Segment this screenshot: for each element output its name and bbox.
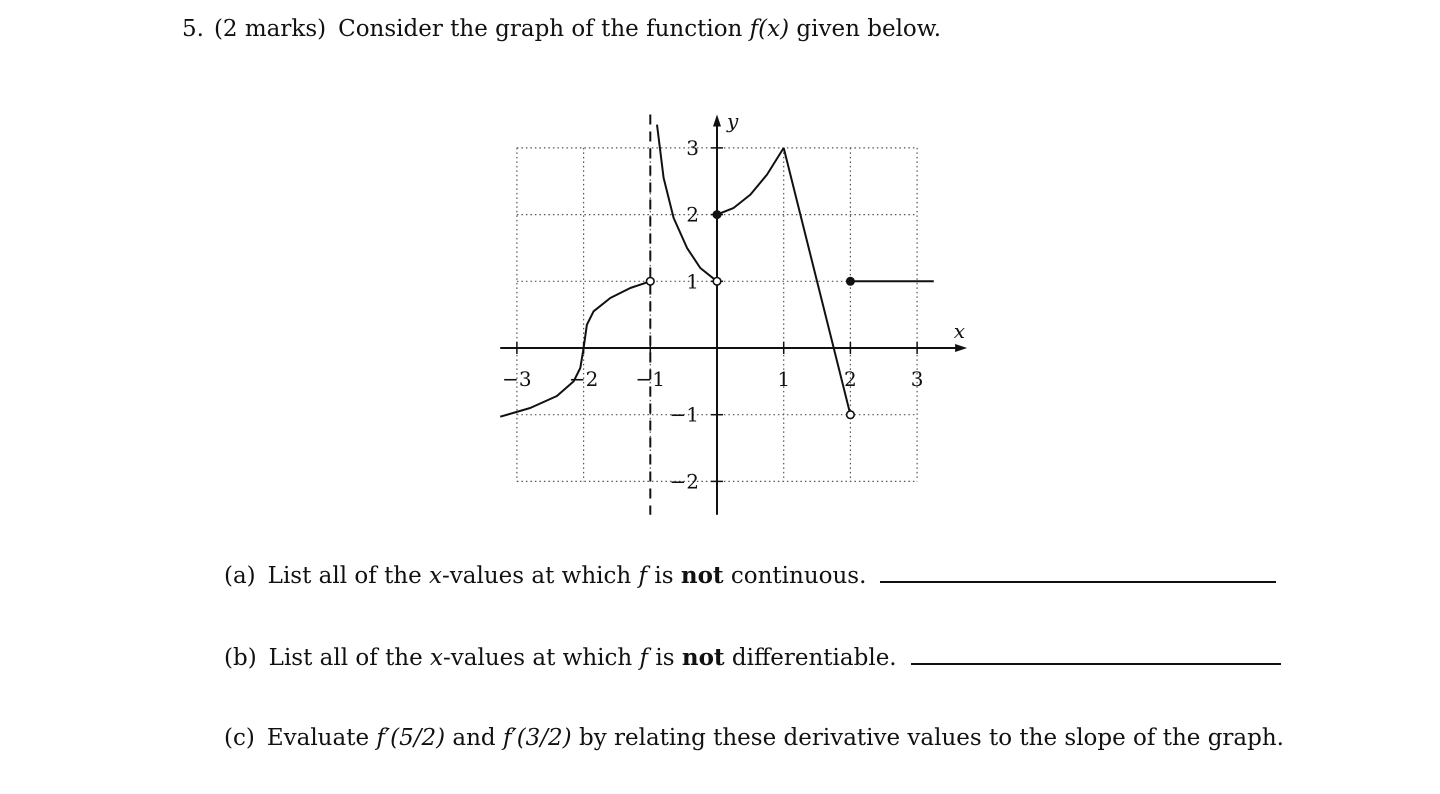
x-tick-label: −1 bbox=[635, 367, 666, 391]
function-graph bbox=[490, 108, 980, 528]
part-a-fn: f bbox=[638, 563, 648, 589]
closed-dot bbox=[846, 277, 855, 286]
part-b-fn: f bbox=[639, 645, 649, 671]
question-header bbox=[182, 16, 941, 42]
part-a-text bbox=[268, 562, 867, 589]
endpoint-dots bbox=[647, 210, 855, 418]
part-c bbox=[224, 725, 1284, 751]
function-name: f(x) bbox=[749, 16, 790, 42]
part-b-pre: List all of the bbox=[268, 645, 423, 671]
part-c-post: by relating these derivative values to the slope of the graph. bbox=[578, 725, 1284, 751]
part-c-label: (c) bbox=[224, 725, 255, 751]
question-text-before: Consider the graph of the function bbox=[338, 16, 743, 42]
part-a-var: x bbox=[429, 563, 443, 589]
part-b-label: (b) bbox=[224, 645, 257, 671]
question-marks: (2 marks) bbox=[213, 16, 327, 42]
x-axis-arrow bbox=[955, 344, 967, 352]
function-curve-piece bbox=[717, 148, 784, 215]
y-tick-label: −1 bbox=[669, 402, 699, 427]
open-dot bbox=[847, 411, 855, 419]
x-axis-label: x bbox=[953, 319, 966, 343]
part-b-is: is bbox=[655, 645, 675, 671]
y-tick-label: 3 bbox=[686, 135, 699, 160]
y-tick-label: 1 bbox=[686, 269, 699, 294]
part-b-var: x bbox=[430, 645, 444, 671]
part-c-pre: Evaluate bbox=[266, 725, 370, 751]
part-b-text bbox=[269, 644, 897, 671]
closed-dot bbox=[713, 210, 722, 219]
part-b-not: not bbox=[681, 644, 725, 671]
axis-ticks bbox=[502, 136, 923, 494]
y-axis-label: y bbox=[727, 108, 739, 133]
function-curve-piece bbox=[784, 148, 851, 415]
part-b bbox=[224, 644, 1281, 671]
question-number: 5. bbox=[182, 16, 204, 42]
part-b-post: differentiable. bbox=[731, 645, 897, 671]
part-a-post: continuous. bbox=[730, 563, 867, 589]
part-c-text bbox=[267, 725, 1284, 751]
x-tick-label: 2 bbox=[844, 367, 857, 391]
part-a-pre: List all of the bbox=[267, 563, 422, 589]
part-c-derivative-1: f′(5/2) bbox=[376, 725, 446, 751]
x-tick-label: 3 bbox=[910, 367, 924, 391]
y-tick-label: −2 bbox=[669, 469, 699, 494]
x-tick-label: −2 bbox=[568, 367, 599, 391]
x-tick-label: 1 bbox=[777, 367, 791, 391]
answer-line-b[interactable] bbox=[911, 662, 1281, 665]
part-a-label: (a) bbox=[224, 563, 256, 589]
part-a-is: is bbox=[654, 563, 674, 589]
open-dot bbox=[713, 278, 721, 286]
part-c-and: and bbox=[452, 725, 496, 751]
x-tick-label: −3 bbox=[502, 367, 532, 391]
open-dot bbox=[647, 278, 655, 286]
part-b-mid: -values at which bbox=[443, 645, 633, 671]
part-a bbox=[224, 562, 1276, 589]
answer-line-a[interactable] bbox=[880, 580, 1276, 583]
part-c-derivative-2: f′(3/2) bbox=[502, 725, 572, 751]
part-a-not: not bbox=[680, 562, 724, 589]
question-text-after: given below. bbox=[796, 16, 942, 42]
y-tick-label: 2 bbox=[686, 202, 699, 227]
part-a-mid: -values at which bbox=[442, 563, 632, 589]
y-axis-arrow bbox=[713, 115, 721, 127]
